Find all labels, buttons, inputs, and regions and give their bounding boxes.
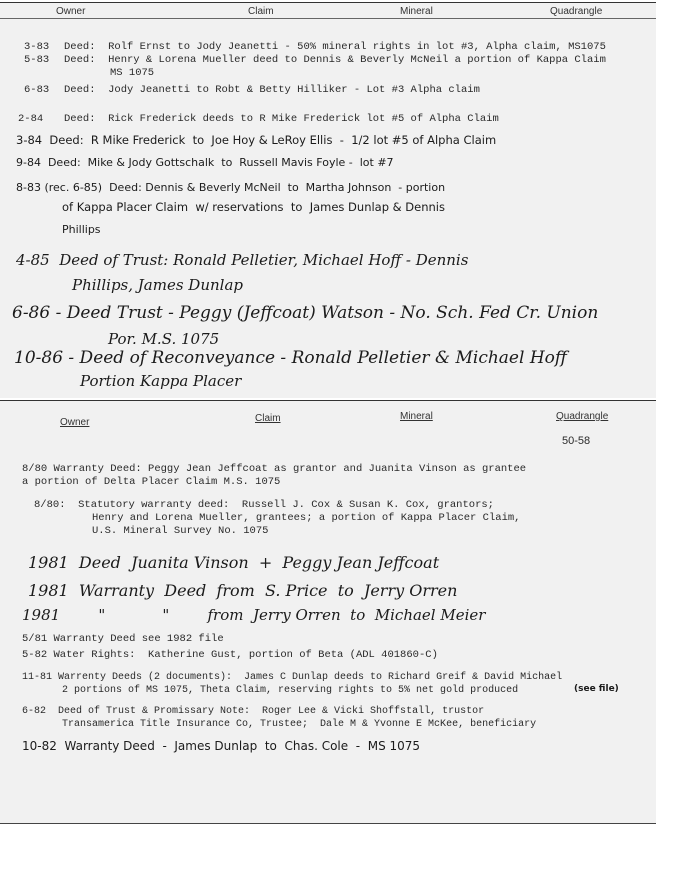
handwritten-entry: 1981 Warranty Deed from S. Price to Jerry Orren — [28, 581, 458, 600]
handwritten-entry: 6-86 - Deed Trust - Peggy (Jeffcoat) Watson - No. Sch. Fed Cr. Union — [12, 303, 599, 323]
entry-text: 5/81 Warranty Deed see 1982 file — [22, 633, 224, 645]
file-note: (see file) — [574, 684, 619, 694]
entry-date: 3-83 — [24, 41, 50, 53]
header-quadrangle: Quadrangle — [550, 6, 603, 17]
handwritten-entry: 9-84 Deed: Mike & Jody Gottschalk to Russell Mavis Foyle - lot #7 — [16, 156, 394, 169]
header-claim: Claim — [248, 6, 274, 17]
handwritten-entry: 4-85 Deed of Trust: Ronald Pelletier, Michael Hoff - Dennis — [16, 251, 469, 269]
record-card-top — [0, 2, 656, 398]
header-claim: Claim — [255, 413, 281, 424]
header-owner: Owner — [56, 6, 86, 17]
handwritten-entry: Portion Kappa Placer — [80, 372, 242, 390]
entry-text: U.S. Mineral Survey No. 1075 — [92, 525, 269, 537]
entry-text: Transamerica Title Insurance Co, Trustee; Dale M & Yvonne E McKee, beneficiary — [62, 719, 537, 730]
record-card-bottom — [0, 400, 656, 823]
entry-text: Deed: Rolf Ernst to Jody Jeanetti - 50% mineral rights in lot #3, Alpha claim, MS1075 — [64, 41, 606, 53]
header-quadrangle: Quadrangle — [556, 411, 609, 422]
entry-text: 11-81 Warrenty Deeds (2 documents): James C Dunlap deeds to Richard Greif & David Michael — [22, 672, 563, 683]
handwritten-entry: of Kappa Placer Claim w/ reservations to James Dunlap & Dennis — [62, 200, 445, 214]
header-mineral: Mineral — [400, 411, 433, 422]
entry-text: 6-82 Deed of Trust & Promissary Note: Roger Lee & Vicki Shoffstall, trustor — [22, 706, 485, 717]
header-mineral: Mineral — [400, 6, 433, 17]
handwritten-entry: Phillips — [62, 223, 101, 236]
entry-date: 6-83 — [24, 84, 50, 96]
handwritten-entry: 1981 " " from Jerry Orren to Michael Meier — [22, 606, 486, 624]
handwritten-entry: 10-86 - Deed of Reconveyance - Ronald Pelletier & Michael Hoff — [14, 348, 567, 368]
quadrangle-number: 50-58 — [562, 435, 591, 447]
entry-text: Deed: Rick Frederick deeds to R Mike Frederick lot #5 of Alpha Claim — [64, 113, 499, 125]
handwritten-entry: 3-84 Deed: R Mike Frederick to Joe Hoy & LeRoy Ellis - 1/2 lot #5 of Alpha Claim — [16, 133, 497, 147]
handwritten-entry: Phillips, James Dunlap — [72, 276, 243, 294]
entry-text: MS 1075 — [110, 67, 155, 79]
handwritten-entry: 10-82 Warranty Deed - James Dunlap to Chas. Cole - MS 1075 — [22, 739, 421, 753]
entry-text: 5-82 Water Rights: Katherine Gust, portion of Beta (ADL 401860-C) — [22, 649, 438, 661]
handwritten-entry: 8-83 (rec. 6-85) Deed: Dennis & Beverly McNeil to Martha Johnson - portion — [16, 181, 446, 194]
entry-text: 8/80 Warranty Deed: Peggy Jean Jeffcoat as grantor and Juanita Vinson as grantee — [22, 463, 527, 475]
header-rule — [0, 18, 656, 19]
handwritten-entry: Por. M.S. 1075 — [108, 330, 220, 348]
handwritten-entry: 1981 Deed Juanita Vinson + Peggy Jean Jeffcoat — [28, 553, 440, 572]
entry-text: 2 portions of MS 1075, Theta Claim, reserving rights to 5% net gold produced — [62, 685, 519, 696]
entry-text: a portion of Delta Placer Claim M.S. 1075 — [22, 476, 281, 488]
bottom-rule — [0, 823, 656, 824]
entry-text: Henry and Lorena Mueller, grantees; a portion of Kappa Placer Claim, — [92, 512, 521, 524]
entry-date: 5-83 — [24, 54, 50, 66]
entry-text: 8/80: Statutory warranty deed: Russell J. Cox & Susan K. Cox, grantors; — [34, 499, 494, 511]
entry-text: Deed: Henry & Lorena Mueller deed to Dennis & Beverly McNeil a portion of Kappa Claim — [64, 54, 606, 66]
entry-date: 2-84 — [18, 113, 44, 125]
header-owner: Owner — [60, 417, 90, 428]
entry-text: Deed: Jody Jeanetti to Robt & Betty Hilliker - Lot #3 Alpha claim — [64, 84, 480, 96]
